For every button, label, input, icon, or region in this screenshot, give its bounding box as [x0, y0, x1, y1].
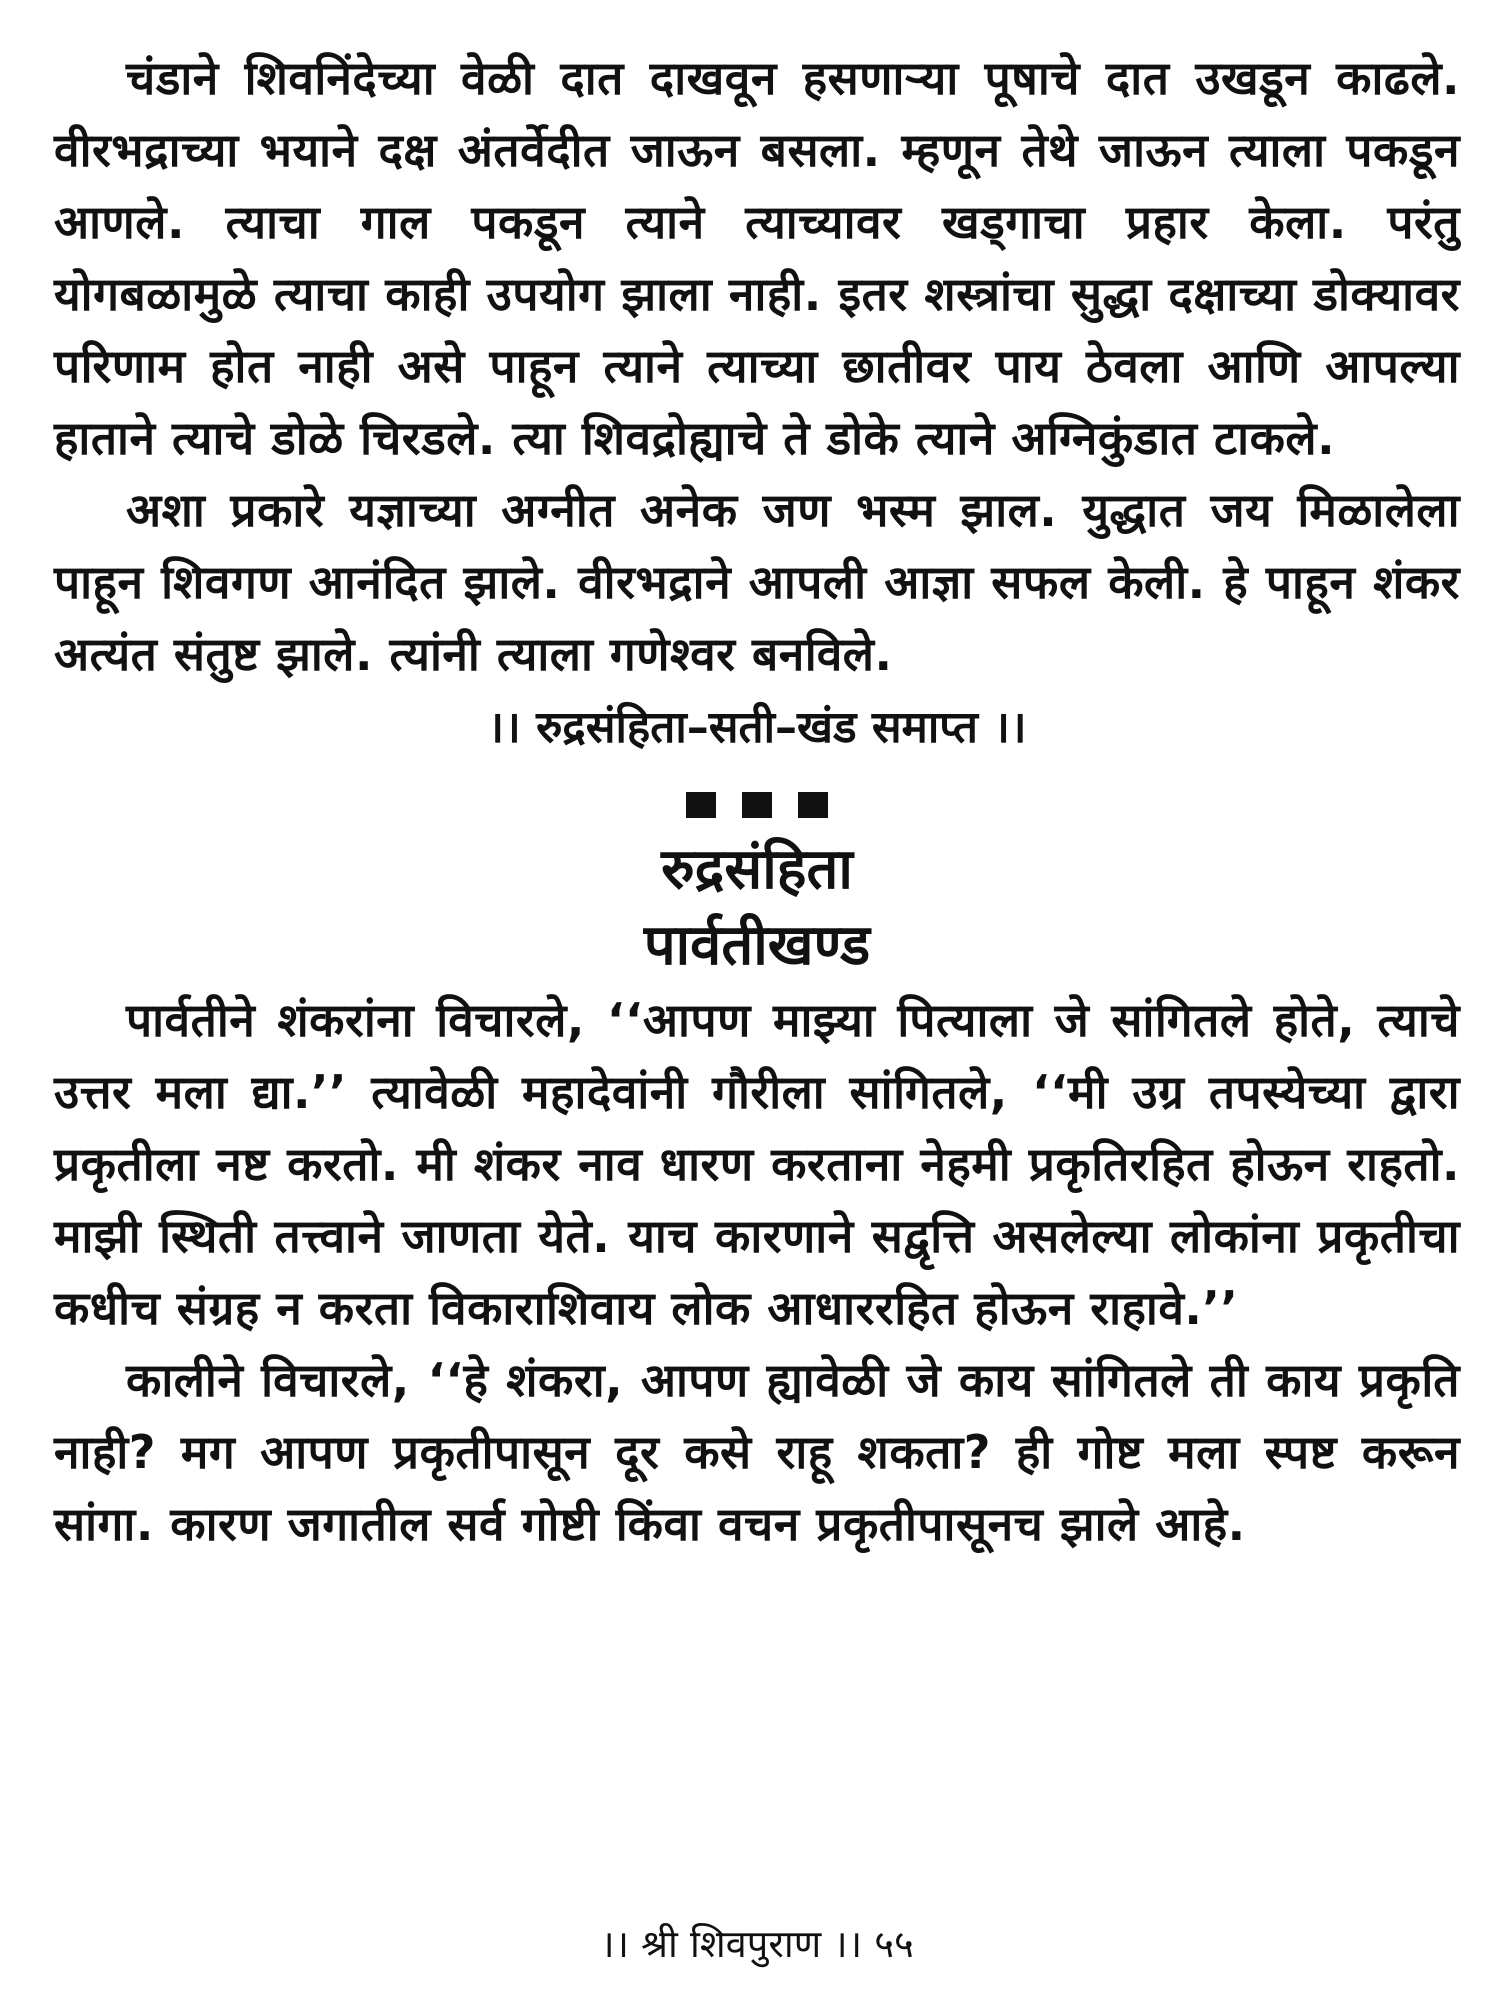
section-end-note: ।। रुद्रसंहिता–सती–खंड समाप्त ।। — [487, 702, 1027, 753]
divider-square-icon — [686, 792, 716, 818]
document-page — [54, 42, 1460, 1972]
divider-square-icon — [742, 792, 772, 818]
divider-square-icon — [798, 792, 828, 818]
page-footer: ।। श्री शिवपुराण ।। ५५ — [600, 1922, 914, 1966]
paragraph-virabhadra-victory: अशा प्रकारे यज्ञाच्या अग्नीत अनेक जण भस्म झाल. युद्धात जय मिळालेला पाहून शिवगण आनंदित झाले. वीरभद्राने आपली आज्ञा सफल केली. हे पाहून शंकर अत्यंत संतुष्ट झाले. त्यांनी त्याला गणेश्वर बनविले. — [54, 483, 1460, 681]
paragraph-daksha-punishment: चंडाने शिवनिंदेच्या वेळी दात दाखवून हसणाऱ्या पूषाचे दात उखडून काढले. वीरभद्राच्या भयाने दक्ष अंतर्वेदीत जाऊन बसला. म्हणून तेथे जाऊन त्याला पकडून आणले. त्याचा गाल पकडून त्याने त्याच्यावर खड्गाचा प्रहार केला. परंतु योगबळामुळे त्याचा काही उपयोग झाला नाही. इतर शस्त्रांचा सुद्धा दक्षाच्या डोक्यावर परिणाम होत नाही असे पाहून त्याने त्याच्या छातीवर पाय ठेवला आणि आपल्या हाताने त्याचे डोळे चिरडले. त्या शिवद्रोह्याचे ते डोके त्याने अग्निकुंडात टाकले. — [54, 51, 1460, 465]
section-heading-parvatikhanda: पार्वतीखण्ड — [643, 913, 871, 978]
section-divider-ornament — [54, 792, 1460, 818]
section-heading-rudrasamhita: रुद्रसंहिता — [661, 837, 853, 902]
paragraph-parvati-question: पार्वतीने शंकरांना विचारले, ‘‘आपण माझ्या पित्याला जे सांगितले होते, त्याचे उत्तर मला द्या.’’ त्यावेळी महादेवांनी गौरीला सांगितले, ‘‘मी उग्र तपस्येच्या द्वारा प्रकृतीला नष्ट करतो. मी शंकर नाव धारण करताना नेहमी प्रकृतिरहित होऊन राहतो. माझी स्थिती तत्त्वाने जाणता येते. याच कारणाने सद्वृत्ति असलेल्या लोकांना प्रकृतीचा कधीच संग्रह न करता विकाराशिवाय लोक आधाररहित होऊन राहावे.’’ — [54, 993, 1460, 1335]
paragraph-kali-question: कालीने विचारले, ‘‘हे शंकरा, आपण ह्यावेळी जे काय सांगितले ती काय प्रकृति नाही? मग आपण प्रकृतीपासून दूर कसे राहू शकता? ही गोष्ट मला स्पष्ट करून सांगा. कारण जगातील सर्व गोष्टी किंवा वचन प्रकृतीपासूनच झाले आहे. — [54, 1353, 1460, 1551]
